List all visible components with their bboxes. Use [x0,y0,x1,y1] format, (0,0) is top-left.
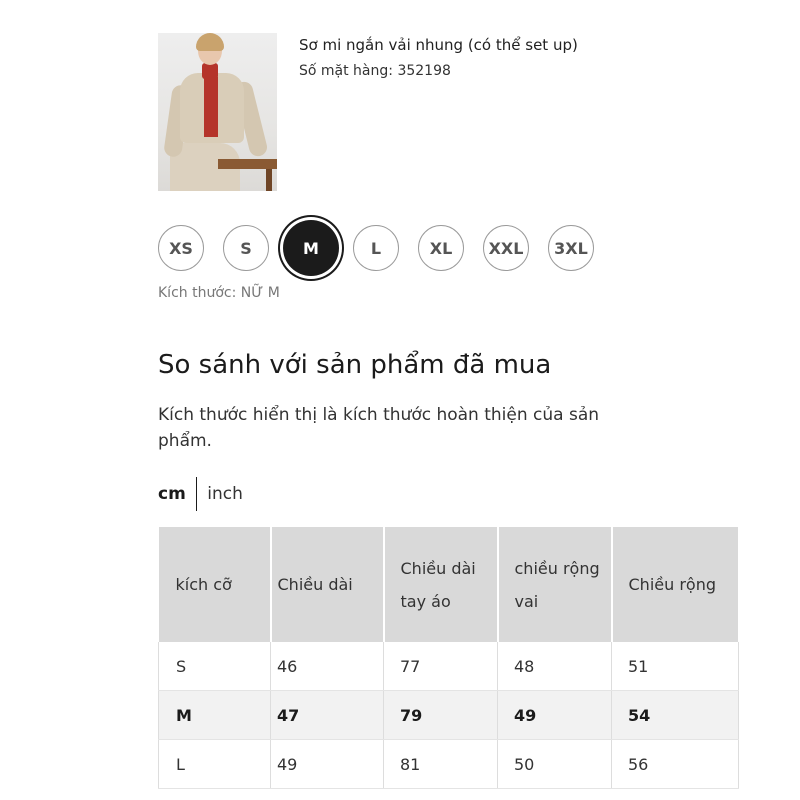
table-row [159,740,739,789]
cell-size: M [159,691,271,740]
cell-size: L [159,740,271,789]
product-code: Số mặt hàng: 352198 [299,63,451,79]
table-row [159,642,739,691]
cell-sleeve-length: 77 [384,642,498,691]
cell-shoulder-width: 48 [498,642,612,691]
cell-shoulder-width: 50 [498,740,612,789]
header-shoulder-width: chiều rộng vai [498,527,612,642]
cell-width: 51 [612,642,739,691]
unit-inch-option[interactable]: inch [207,484,243,504]
size-option-m[interactable]: M [283,220,339,276]
cell-length: 49 [271,740,384,789]
table-header-row [159,527,739,642]
cell-length: 47 [271,691,384,740]
cell-width: 54 [612,691,739,740]
size-option-xxl[interactable]: XXL [483,225,529,271]
unit-toggle [158,477,243,511]
header-width: Chiều rộng [612,527,739,642]
size-option-xl[interactable]: XL [418,225,464,271]
unit-divider [196,477,198,511]
size-selector [158,225,613,276]
cell-shoulder-width: 49 [498,691,612,740]
size-option-l[interactable]: L [353,225,399,271]
size-option-s[interactable]: S [223,225,269,271]
cell-size: S [159,642,271,691]
size-table-scroll[interactable] [158,527,716,800]
cell-length: 46 [271,642,384,691]
product-image [158,33,277,191]
size-caption: Kích thước: NỮ M [158,285,280,301]
cell-sleeve-length: 79 [384,691,498,740]
header-length: Chiều dài [271,527,384,642]
cell-sleeve-length: 81 [384,740,498,789]
header-size: kích cỡ [159,527,271,642]
unit-cm-option[interactable]: cm [158,484,186,504]
header-sleeve-length: Chiều dài tay áo [384,527,498,642]
size-option-xs[interactable]: XS [158,225,204,271]
product-summary [158,33,578,191]
cell-width: 56 [612,740,739,789]
size-option-3xl[interactable]: 3XL [548,225,594,271]
table-row-highlighted [159,691,739,740]
compare-description: Kích thước hiển thị là kích thước hoàn thiện của sản phẩm. [158,405,600,451]
size-table [158,527,740,789]
compare-heading: So sánh với sản phẩm đã mua [158,350,552,380]
product-name: Sơ mi ngắn vải nhung (có thể set up) [299,36,578,54]
